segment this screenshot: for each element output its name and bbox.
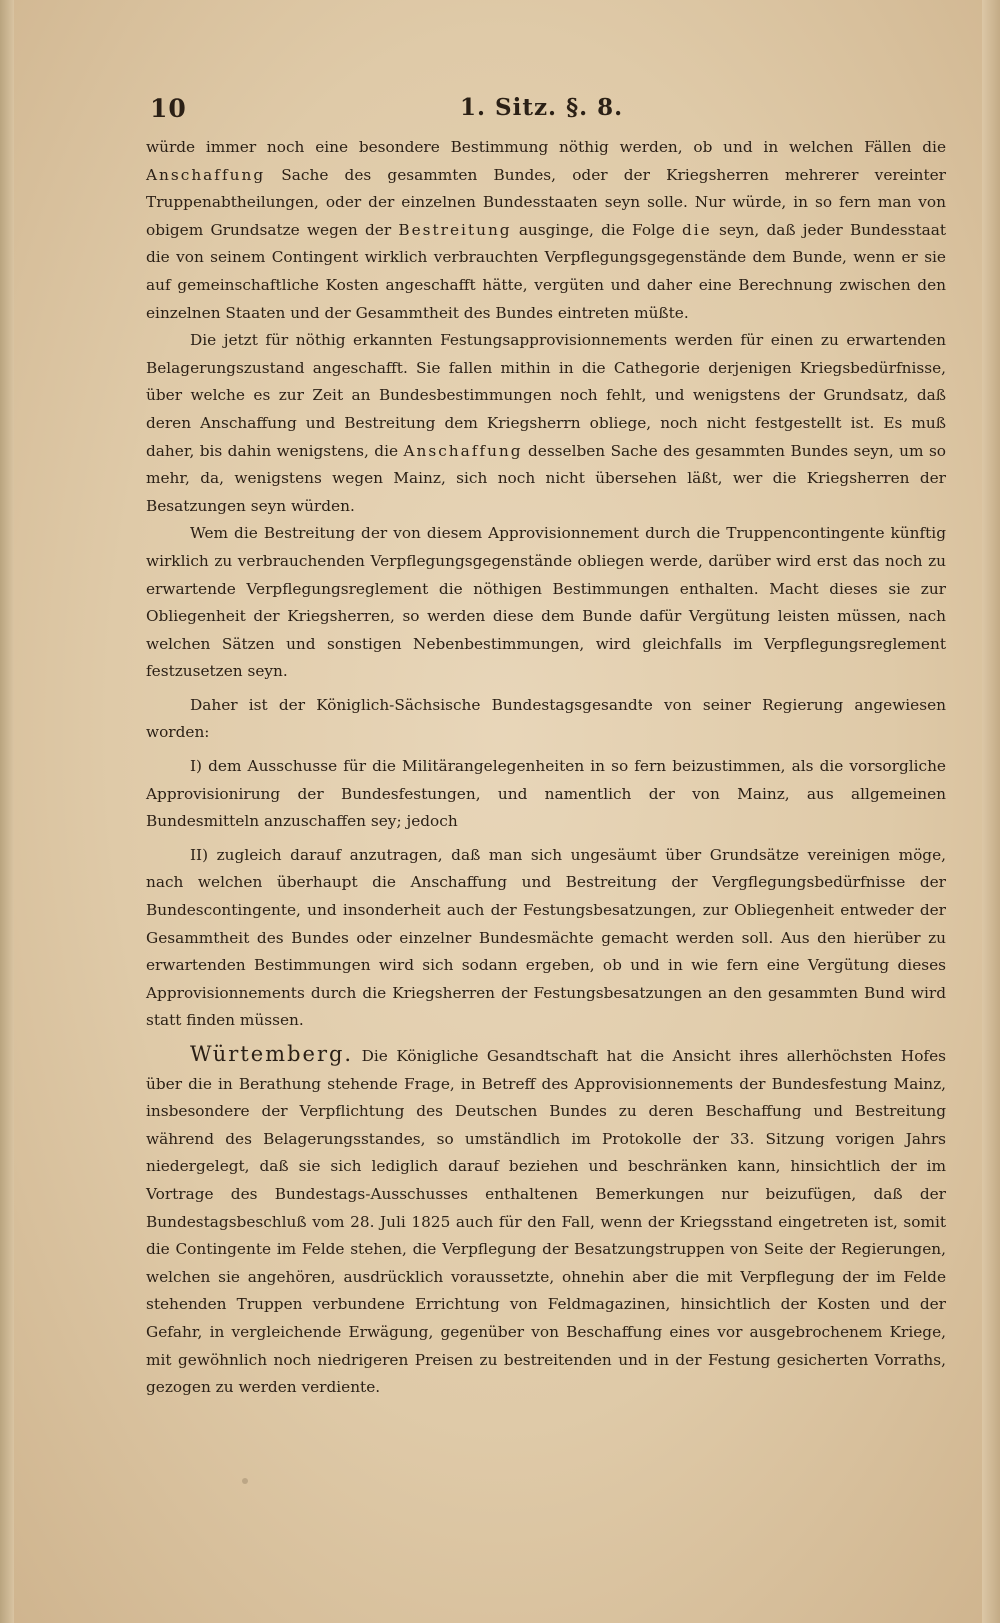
page-right-edge	[982, 0, 1000, 1623]
text-run: Die jetzt für nöthig erkannten Festungsapprovisionnements werden für einen zu erwartenden Belagerungszustand angeschafft. Sie fallen mithin in die Cathegorie derjenigen Kriegsbedürfnisse, über welche es zur Zeit an Bundesbestimmungen noch fehlt, und wenigstens der Grundsatz, daß deren Anschaffung und Bestreitung dem Kriegsherrn obliege, noch nicht festgestellt ist. Es muß daher, bis dahin wenigstens, die	[146, 331, 946, 460]
paragraph-2	[146, 327, 946, 520]
text-run: Sache des gesammten Bundes, oder der Kriegsherren mehrerer vereinter Truppenabtheilungen, oder der einzelnen Bundesstaaten seyn solle. Nur würde, in so fern man von obigem Grundsatze wegen der	[146, 165, 946, 239]
page-binding-edge	[0, 0, 14, 1623]
paragraph-3: Wem die Bestreitung der von diesem Approvisionnement durch die Truppencontingente künftig wirklich zu verbrauchenden Verpflegungsgegenstände obliegen werde, darüber wird erst das noch zu erwartende Verpflegungsreglement die nöthigen Bestimmungen enthalten. Macht dieses sie zur Obliegenheit der Kriegsherren, so werden diese dem Bunde dafür Vergütung leisten müssen, nach welchen Sätzen und sonstigen Nebenbestimmungen, wird gleichfalls im Verpflegungsreglement festzusetzen seyn.	[146, 524, 946, 681]
text-run: desselben Sache des gesammten Bundes seyn, um so mehr, da, wenigstens wegen Mainz, sich noch nicht übersehen läßt, wer die Kriegsherren der Besatzungen seyn würden.	[146, 441, 947, 515]
running-head: 1. Sitz. §. 8.	[460, 94, 624, 121]
body-text	[146, 134, 946, 1402]
paragraph-4: Daher ist der Königlich-Sächsische Bundestagsgesandte von seiner Regierung angewiesen worden:	[146, 695, 946, 742]
paragraph-1	[146, 134, 946, 327]
text-run: ausginge, die Folge	[511, 220, 682, 239]
list-item-1: I) dem Ausschusse für die Militärangelegenheiten in so fern beizustimmen, als die vorsorgliche Approvisionirung der Bundesfestungen, und namentlich der von Mainz, aus allgemeinen Bundesmitteln anzuschaffen sey; jedoch	[146, 757, 946, 831]
page-number: 10	[150, 94, 187, 123]
emphasis-die: die	[682, 220, 712, 239]
emphasis-bestreitung: Bestreitung	[398, 220, 512, 239]
paragraph-wuertemberg	[146, 1041, 946, 1402]
list-item-2: II) zugleich darauf anzutragen, daß man sich ungesäumt über Grundsätze vereinigen möge, nach welchen überhaupt die Anschaffung und Bestreitung der Vergflegungsbedürfnisse der Bundescontingente, und insonderheit auch der Festungsbesatzungen, zur Obliegenheit entweder der Gesammtheit des Bundes oder einzelner Bundesmächte gemacht werden soll. Aus den hierüber zu erwartenden Bestimmungen wird sich sodann ergeben, ob und in wie fern eine Vergütung dieses Approvisionnements durch die Kriegsherren der Festungsbesatzungen an den gesammten Bund wird statt finden müssen.	[146, 845, 946, 1030]
text-run: seyn, daß jeder Bundesstaat die von seinem Contingent wirklich verbrauchten Verpflegungsgegenstände dem Bunde, wenn er sie auf gemeinschaftliche Kosten angeschafft hätte, vergüten und daher eine Berechnung zwischen den einzelnen Staaten und der Gesammtheit des Bundes eintreten müßte.	[146, 220, 946, 322]
text-run: würde immer noch eine besondere Bestimmung nöthig werden, ob und in welchen Fällen die	[146, 138, 946, 156]
paper-stain	[242, 1478, 248, 1484]
emphasis-anschaffung: Anschaffung	[403, 441, 523, 460]
state-name-wuertemberg: Würtemberg.	[190, 1042, 354, 1066]
emphasis-anschaffung: Anschaffung	[146, 165, 266, 184]
text-run: Die Königliche Gesandtschaft hat die Ansicht ihres allerhöchsten Hofes über die in Berathung stehende Frage, in Betreff des Approvisionnements der Bundesfestung Mainz, insbesondere der Verpflichtung des Deutschen Bundes zu deren Beschaffung und Bestreitung während des Belagerungsstandes, so umständlich im Protokolle der 33. Sitzung vorigen Jahrs niedergelegt, daß sie sich lediglich darauf beziehen und beschränken kann, hinsichtlich der im Vortrage des Bundestags-Ausschusses enthaltenen Bemerkungen nur beizufügen, daß der Bundestagsbeschluß vom 28. Juli 1825 auch für den Fall, wenn der Kriegsstand eingetreten ist, somit die Contingente im Felde stehen, die Verpflegung der Besatzungstruppen von Seite der Regierungen, welchen sie angehören, ausdrücklich voraussetzte, ohnehin aber die mit Verpflegung der im Felde stehenden Truppen verbundene Errichtung von Feldmagazinen, hinsichtlich der Kosten und der Gefahr, in vergleichende Erwägung, gegenüber von Beschaffung eines vor ausgebrochenem Kriege, mit gewöhnlich noch niedrigeren Preisen zu bestreitenden und in der Festung gesicherten Vorraths, gezogen zu werden verdiente.	[146, 1047, 946, 1397]
